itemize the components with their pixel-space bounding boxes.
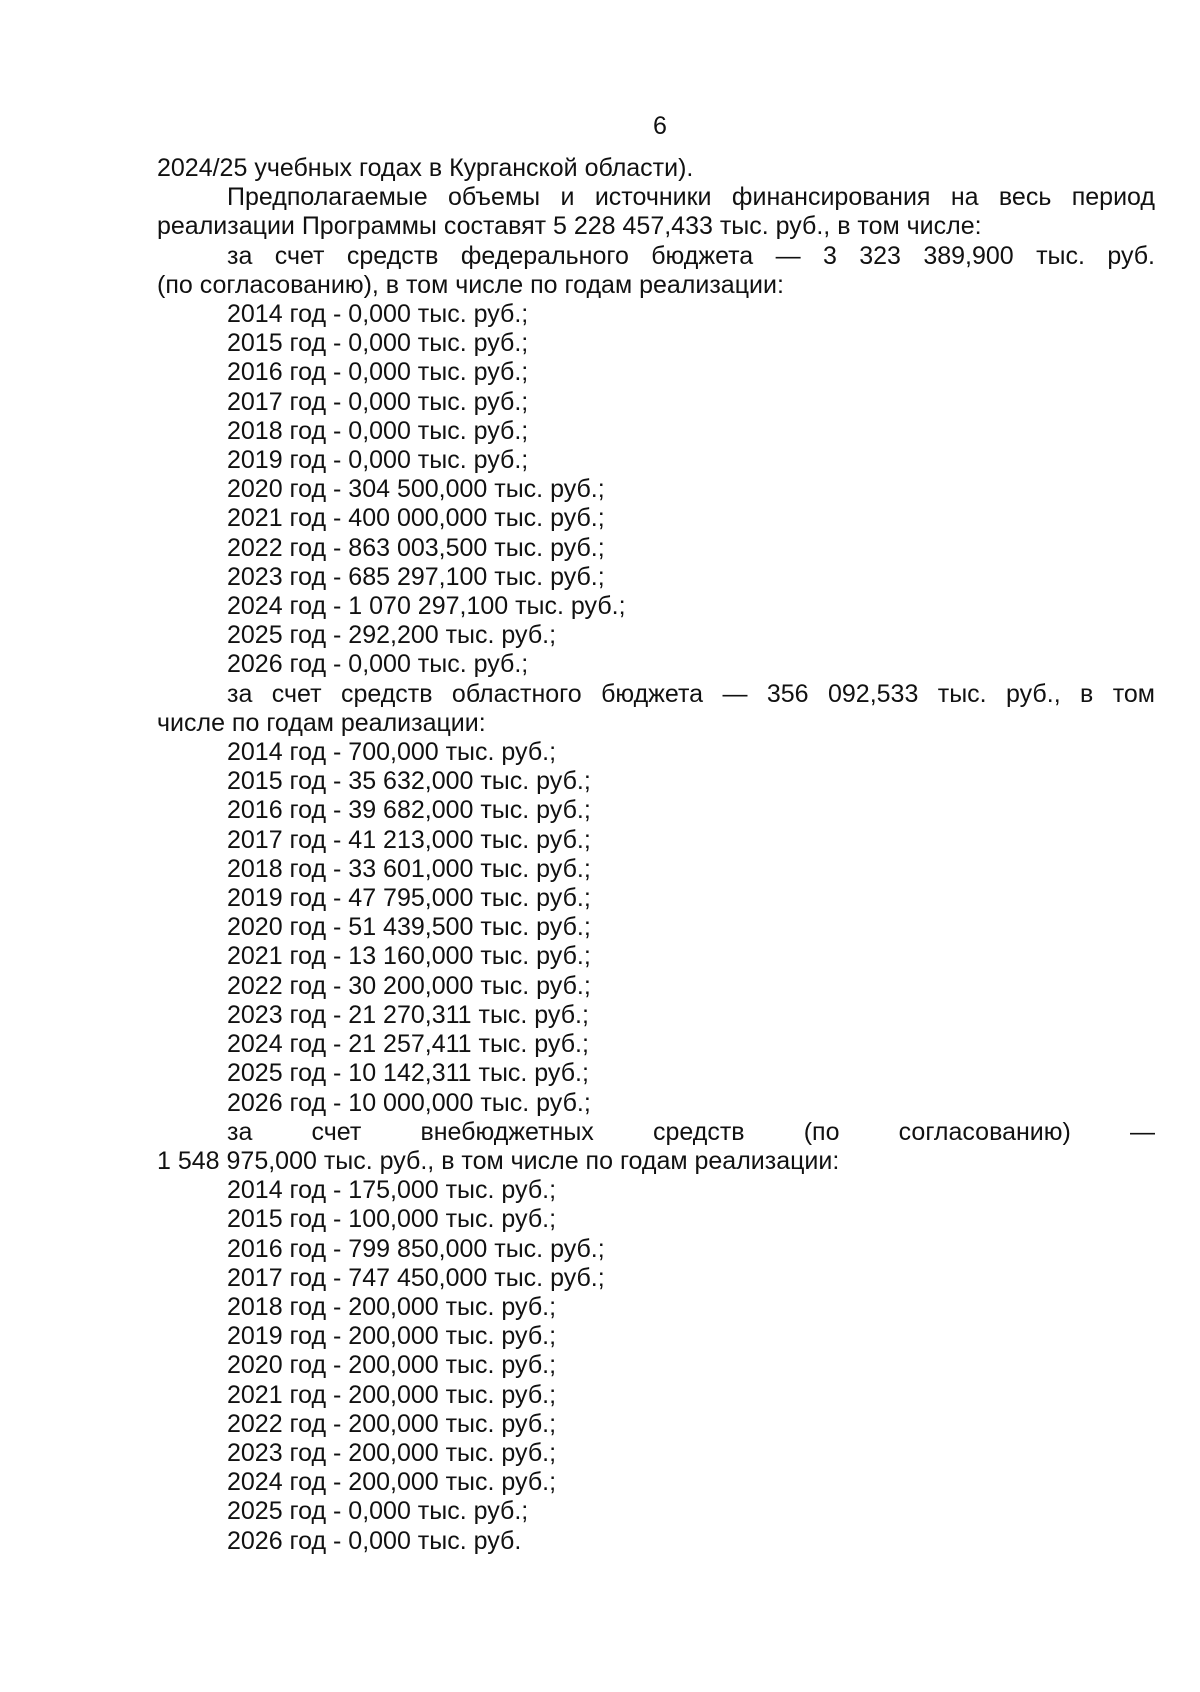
extrabudget-year-item: 2019 год - 200,000 тыс. руб.; [227, 1322, 557, 1351]
intro-line-3: реализации Программы составят 5 228 457,433 тыс. руб., в том числе: [157, 212, 982, 241]
federal-year-item: 2019 год - 0,000 тыс. руб.; [227, 446, 529, 475]
page-number: 6 [653, 112, 667, 140]
extrabudget-year-item: 2025 год - 0,000 тыс. руб.; [227, 1497, 529, 1526]
regional-year-item: 2018 год - 33 601,000 тыс. руб.; [227, 854, 591, 883]
regional-year-item: 2021 год - 13 160,000 тыс. руб.; [227, 942, 591, 971]
regional-year-item: 2024 год - 21 257,411 тыс. руб.; [227, 1030, 589, 1059]
extrabudget-year-item: 2026 год - 0,000 тыс. руб. [227, 1526, 522, 1555]
extrabudget-year-item: 2017 год - 747 450,000 тыс. руб.; [227, 1263, 605, 1292]
intro-line-2: Предполагаемые объемы и источники финансирования на весь период [227, 183, 1155, 212]
federal-year-item: 2022 год - 863 003,500 тыс. руб.; [227, 533, 605, 562]
federal-year-item: 2017 год - 0,000 тыс. руб.; [227, 387, 529, 416]
document-body [157, 154, 1155, 1556]
federal-heading-line-1: за счет средств федерального бюджета — 3 323 389,900 тыс. руб. [227, 241, 1155, 270]
regional-year-list [157, 738, 1155, 1118]
federal-year-item: 2020 год - 304 500,000 тыс. руб.; [227, 475, 605, 504]
extrabudget-year-item: 2022 год - 200,000 тыс. руб.; [227, 1409, 557, 1438]
regional-year-item: 2015 год - 35 632,000 тыс. руб.; [227, 767, 591, 796]
regional-year-item: 2025 год - 10 142,311 тыс. руб.; [227, 1059, 589, 1088]
federal-year-item: 2015 год - 0,000 тыс. руб.; [227, 329, 529, 358]
regional-year-item: 2016 год - 39 682,000 тыс. руб.; [227, 796, 591, 825]
regional-heading-line-2: числе по годам реализации: [157, 708, 486, 737]
regional-year-item: 2019 год - 47 795,000 тыс. руб.; [227, 884, 591, 913]
federal-year-item: 2016 год - 0,000 тыс. руб.; [227, 358, 529, 387]
extrabudget-year-item: 2016 год - 799 850,000 тыс. руб.; [227, 1234, 605, 1263]
extrabudget-year-item: 2015 год - 100,000 тыс. руб.; [227, 1205, 557, 1234]
intro-line-1: 2024/25 учебных годах в Курганской области). [157, 154, 694, 182]
federal-year-list [157, 300, 1155, 680]
federal-year-item: 2025 год - 292,200 тыс. руб.; [227, 621, 557, 650]
federal-year-item: 2026 год - 0,000 тыс. руб.; [227, 650, 529, 679]
federal-year-item: 2023 год - 685 297,100 тыс. руб.; [227, 562, 605, 591]
extrabudget-year-item: 2024 год - 200,000 тыс. руб.; [227, 1468, 557, 1497]
federal-year-item: 2024 год - 1 070 297,100 тыс. руб.; [227, 592, 626, 621]
regional-year-item: 2017 год - 41 213,000 тыс. руб.; [227, 825, 591, 854]
regional-heading-line-1: за счет средств областного бюджета — 356 092,533 тыс. руб., в том [227, 679, 1155, 708]
extrabudget-year-item: 2014 год - 175,000 тыс. руб.; [227, 1176, 557, 1205]
federal-year-item: 2018 год - 0,000 тыс. руб.; [227, 416, 529, 445]
extrabudget-year-item: 2021 год - 200,000 тыс. руб.; [227, 1380, 557, 1409]
extrabudget-year-item: 2018 год - 200,000 тыс. руб.; [227, 1292, 557, 1321]
extrabudget-year-list [157, 1176, 1155, 1556]
regional-year-item: 2014 год - 700,000 тыс. руб.; [227, 738, 557, 767]
federal-year-item: 2014 год - 0,000 тыс. руб.; [227, 300, 529, 329]
regional-year-item: 2026 год - 10 000,000 тыс. руб.; [227, 1088, 591, 1117]
extrabudget-heading-line-2: 1 548 975,000 тыс. руб., в том числе по годам реализации: [157, 1146, 840, 1175]
regional-year-item: 2020 год - 51 439,500 тыс. руб.; [227, 913, 591, 942]
federal-year-item: 2021 год - 400 000,000 тыс. руб.; [227, 504, 605, 533]
federal-heading-line-2: (по согласованию), в том числе по годам реализации: [157, 270, 784, 299]
extrabudget-heading-line-1: за счет внебюджетных средств (по согласованию) — [227, 1117, 1155, 1146]
regional-year-item: 2022 год - 30 200,000 тыс. руб.; [227, 971, 591, 1000]
extrabudget-year-item: 2020 год - 200,000 тыс. руб.; [227, 1351, 557, 1380]
regional-year-item: 2023 год - 21 270,311 тыс. руб.; [227, 1000, 589, 1029]
extrabudget-year-item: 2023 год - 200,000 тыс. руб.; [227, 1438, 557, 1467]
